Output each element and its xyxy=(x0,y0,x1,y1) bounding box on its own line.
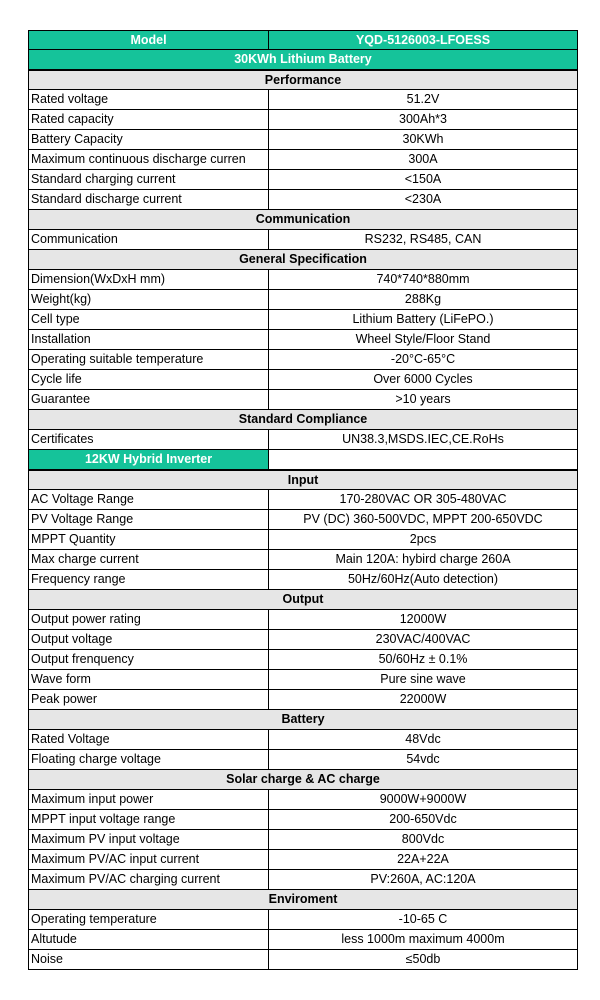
spec-row xyxy=(28,230,578,250)
section-title: Performance xyxy=(29,71,577,89)
model-label: Model xyxy=(29,31,269,49)
battery-title-row xyxy=(28,50,578,70)
spec-row xyxy=(28,850,578,870)
spec-value: Lithium Battery (LiFePO.) xyxy=(352,312,494,326)
spec-label: Altutude xyxy=(29,930,269,949)
spec-value: -10-65 C xyxy=(398,912,448,926)
spec-value: 22000W xyxy=(399,692,447,706)
spec-value: 288Kg xyxy=(404,292,442,306)
section-header-row xyxy=(28,710,578,730)
spec-label: Communication xyxy=(29,230,269,249)
spec-row xyxy=(28,330,578,350)
spec-table xyxy=(28,30,578,970)
spec-value: Pure sine wave xyxy=(380,672,466,686)
spec-row xyxy=(28,730,578,750)
spec-label: MPPT input voltage range xyxy=(29,810,269,829)
section-header-row xyxy=(28,250,578,270)
spec-row xyxy=(28,130,578,150)
spec-label: Wave form xyxy=(29,670,269,689)
spec-label: Floating charge voltage xyxy=(29,750,269,769)
spec-row xyxy=(28,350,578,370)
spec-row xyxy=(28,150,578,170)
spec-row xyxy=(28,870,578,890)
spec-label: Weight(kg) xyxy=(29,290,269,309)
spec-row xyxy=(28,570,578,590)
spec-row xyxy=(28,170,578,190)
spec-row xyxy=(28,430,578,450)
spec-value: 230VAC/400VAC xyxy=(375,632,471,646)
spec-value: 51.2V xyxy=(406,92,440,106)
spec-value: UN38.3,MSDS.IEC,CE.RoHs xyxy=(342,432,504,446)
spec-row xyxy=(28,950,578,970)
spec-label: Max charge current xyxy=(29,550,269,569)
spec-value: 54vdc xyxy=(406,752,440,766)
spec-value: <150A xyxy=(404,172,442,186)
section-title: Output xyxy=(29,590,577,609)
spec-row xyxy=(28,830,578,850)
spec-value: 300Ah*3 xyxy=(399,112,447,126)
spec-row xyxy=(28,550,578,570)
section-header-row xyxy=(28,470,578,490)
spec-label: Noise xyxy=(29,950,269,969)
spec-label: Standard discharge current xyxy=(29,190,269,209)
spec-label: Maximum continuous discharge curren xyxy=(29,150,269,169)
spec-row xyxy=(28,530,578,550)
section-title: Battery xyxy=(29,710,577,729)
section-header-row xyxy=(28,590,578,610)
section-header-row xyxy=(28,210,578,230)
spec-row xyxy=(28,630,578,650)
spec-value: -20°C-65°C xyxy=(390,352,456,366)
spec-value: 48Vdc xyxy=(405,732,441,746)
spec-value: 9000W+9000W xyxy=(379,792,467,806)
spec-value: 30KWh xyxy=(402,132,444,146)
model-row xyxy=(28,30,578,50)
section-title: Enviroment xyxy=(29,890,577,909)
spec-row xyxy=(28,370,578,390)
spec-value: 12000W xyxy=(399,612,447,626)
spec-value: >10 years xyxy=(395,392,451,406)
section-title: Standard Compliance xyxy=(29,410,577,429)
spec-row xyxy=(28,310,578,330)
spec-label: Cycle life xyxy=(29,370,269,389)
spec-value: 22A+22A xyxy=(397,852,449,866)
spec-row xyxy=(28,510,578,530)
spec-label: Output power rating xyxy=(29,610,269,629)
spec-label: Certificates xyxy=(29,430,269,449)
spec-value: Main 120A: hybird charge 260A xyxy=(335,552,511,566)
spec-row xyxy=(28,670,578,690)
spec-label: Maximum PV/AC charging current xyxy=(29,870,269,889)
spec-value: less 1000m maximum 4000m xyxy=(341,932,505,946)
model-value: YQD-5126003-LFOESS xyxy=(355,33,491,47)
spec-label: Guarantee xyxy=(29,390,269,409)
section-header-row xyxy=(28,770,578,790)
spec-label: Peak power xyxy=(29,690,269,709)
spec-label: Rated capacity xyxy=(29,110,269,129)
spec-row xyxy=(28,750,578,770)
spec-label: Operating temperature xyxy=(29,910,269,929)
battery-title: 30KWh Lithium Battery xyxy=(29,50,577,69)
spec-label: MPPT Quantity xyxy=(29,530,269,549)
spec-value: <230A xyxy=(404,192,442,206)
section-header-row xyxy=(28,410,578,430)
spec-label: Battery Capacity xyxy=(29,130,269,149)
spec-value: 800Vdc xyxy=(401,832,445,846)
spec-value: 50Hz/60Hz(Auto detection) xyxy=(347,572,499,586)
spec-label: Output voltage xyxy=(29,630,269,649)
spec-label: Standard charging current xyxy=(29,170,269,189)
section-title: Communication xyxy=(29,210,577,229)
spec-row xyxy=(28,390,578,410)
spec-row xyxy=(28,110,578,130)
inverter-title-row xyxy=(28,450,578,470)
spec-value: 170-280VAC OR 305-480VAC xyxy=(339,492,507,506)
spec-row xyxy=(28,930,578,950)
inverter-sections xyxy=(28,470,578,970)
spec-label: Installation xyxy=(29,330,269,349)
section-title: General Specification xyxy=(29,250,577,269)
spec-value: 50/60Hz ± 0.1% xyxy=(378,652,468,666)
spec-label: Cell type xyxy=(29,310,269,329)
spec-row xyxy=(28,790,578,810)
spec-value: 200-650Vdc xyxy=(389,812,457,826)
spec-label: Operating suitable temperature xyxy=(29,350,269,369)
spec-row xyxy=(28,90,578,110)
spec-label: Maximum input power xyxy=(29,790,269,809)
spec-label: Dimension(WxDxH mm) xyxy=(29,270,269,289)
inverter-title: 12KW Hybrid Inverter xyxy=(29,450,269,469)
spec-value: Wheel Style/Floor Stand xyxy=(355,332,491,346)
spec-row xyxy=(28,650,578,670)
spec-row xyxy=(28,190,578,210)
battery-sections xyxy=(28,70,578,450)
spec-label: PV Voltage Range xyxy=(29,510,269,529)
section-header-row xyxy=(28,70,578,90)
section-title: Input xyxy=(29,471,577,489)
spec-value: 2pcs xyxy=(409,532,437,546)
section-header-row xyxy=(28,890,578,910)
spec-value: 300A xyxy=(408,152,438,166)
spec-value: PV (DC) 360-500VDC, MPPT 200-650VDC xyxy=(303,512,543,526)
spec-label: Frequency range xyxy=(29,570,269,589)
spec-row xyxy=(28,910,578,930)
spec-label: Rated voltage xyxy=(29,90,269,109)
spec-label: AC Voltage Range xyxy=(29,490,269,509)
spec-label: Output frenquency xyxy=(29,650,269,669)
spec-label: Rated Voltage xyxy=(29,730,269,749)
spec-row xyxy=(28,690,578,710)
spec-label: Maximum PV input voltage xyxy=(29,830,269,849)
spec-row xyxy=(28,810,578,830)
spec-row xyxy=(28,610,578,630)
spec-row xyxy=(28,290,578,310)
spec-row xyxy=(28,270,578,290)
section-title: Solar charge & AC charge xyxy=(29,770,577,789)
spec-value: 740*740*880mm xyxy=(376,272,470,286)
spec-label: Maximum PV/AC input current xyxy=(29,850,269,869)
spec-value: Over 6000 Cycles xyxy=(373,372,473,386)
spec-value: RS232, RS485, CAN xyxy=(364,232,482,246)
spec-row xyxy=(28,490,578,510)
spec-value: ≤50db xyxy=(405,952,441,966)
inverter-title-blank xyxy=(269,450,577,469)
spec-value: PV:260A, AC:120A xyxy=(370,872,476,886)
